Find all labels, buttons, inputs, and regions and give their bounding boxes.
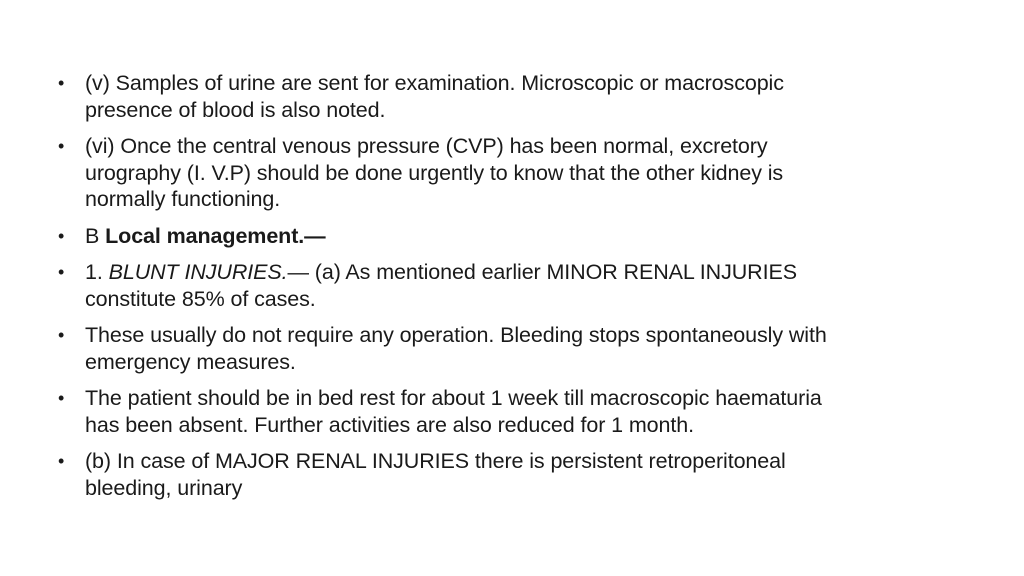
bullet-emphasis: Local management.— <box>105 223 326 248</box>
bullet-text: (v) Samples of urine are sent for examination. Microscopic or macroscopic presence of blood is also noted. <box>85 71 784 122</box>
bullet-text: These usually do not require any operation. Bleeding stops spontaneously with emergency measures. <box>85 323 827 374</box>
bullet-suffix: — (a) As mentioned earlier MINOR RENAL INJURIES constitute 85% of cases. <box>85 260 797 311</box>
bullet-prefix: B <box>85 223 106 248</box>
bullet-prefix: 1. <box>85 260 109 284</box>
bullet-item <box>58 448 858 501</box>
bullet-item <box>58 385 858 438</box>
bullet-text: (b) In case of MAJOR RENAL INJURIES there is persistent retroperitoneal bleeding, urinary <box>85 449 786 500</box>
bullet-item <box>58 322 858 375</box>
bullet-item <box>58 223 858 250</box>
bullet-dot-icon: • <box>58 262 65 282</box>
bullet-text: (vi) Once the central venous pressure (CVP) has been normal, excretory urography (I. V.P) should be done urgently to know that the other kidney is normally functioning. <box>85 134 784 211</box>
bullet-text: The patient should be in bed rest for about 1 week till macroscopic haematuria has been absent. Further activities are also reduced for 1 month. <box>85 386 822 437</box>
bullet-dot-icon: • <box>58 136 65 156</box>
bullet-dot-icon: • <box>58 388 65 408</box>
bullet-dot-icon: • <box>58 451 65 471</box>
bullet-item <box>58 133 858 213</box>
bullet-dot-icon: • <box>58 73 65 93</box>
bullet-list <box>58 70 858 511</box>
bullet-dot-icon: • <box>58 225 65 246</box>
bullet-emphasis: BLUNT INJURIES. <box>108 260 288 284</box>
bullet-dot-icon: • <box>58 325 65 345</box>
bullet-item <box>58 70 858 123</box>
bullet-item <box>58 259 858 312</box>
